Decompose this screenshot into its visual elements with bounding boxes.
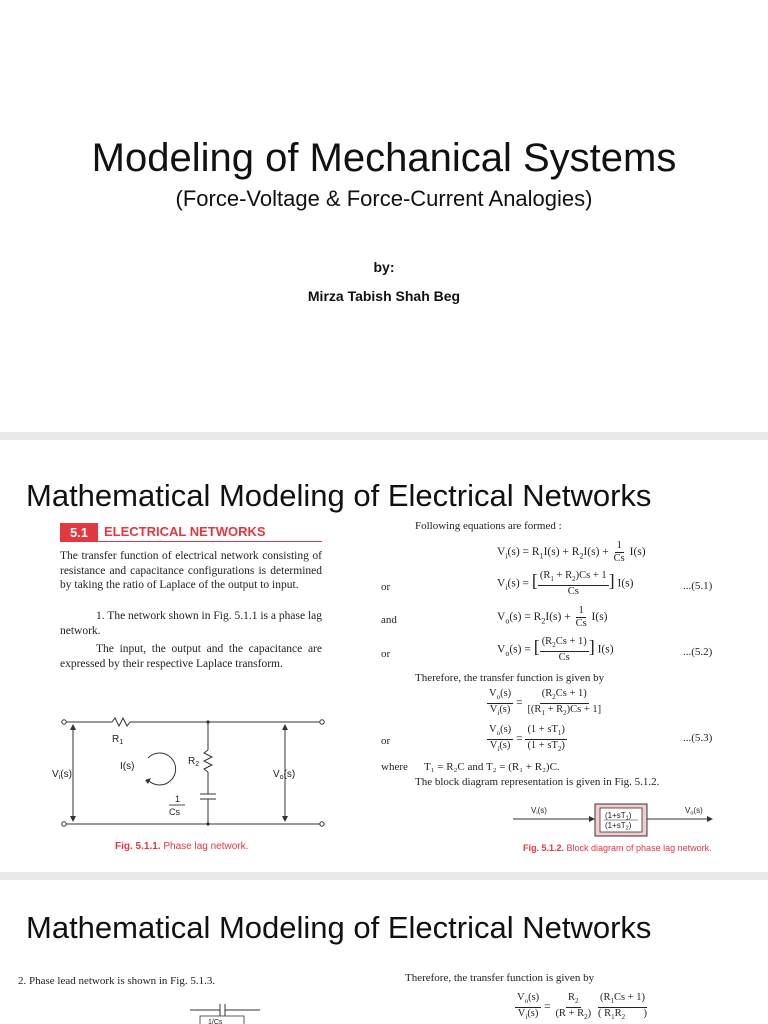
equation-vo-expanded: $V_o(s) = R_2I(s)$ + $\frac{1}{Cs}$ I(s) [497,605,608,629]
section-divider [60,541,322,542]
paragraph-phase-lag: 1. The network shown in Fig. 5.1.1 is a phase lag network. [60,610,322,637]
cap-impedance-den: Cs [169,807,180,817]
connector-or-1: or [381,581,391,593]
connector-or-2: or [381,648,391,660]
connector-and: and [381,614,397,626]
phase-lead-intro: 2. Phase lead network is shown in Fig. 5.1.3. [18,975,216,987]
eq-number-5-2: ...(5.2) [683,646,713,658]
eq-number-5-3: ...(5.3) [683,732,713,744]
block-output-label: Vo(s) [685,806,703,817]
paragraph-intro: The transfer function of electrical network consisting of resistance and capacitance configurations is determined by taking the ratio of Laplace of the output to input. [60,550,322,591]
slide-title: Mathematical Modeling of Electrical Networks [26,478,652,513]
block-denominator: (1+sT2) [605,821,632,832]
transfer-function-intro: Therefore, the transfer function is given by [415,672,605,684]
loop-current-label: I(s) [120,761,135,772]
section-number-badge: 5.1 [60,523,98,541]
equation-5-2: $V_o(s)$ = [ $\frac{(R_2Cs + 1)}{Cs}$ ] I(s) [497,636,614,664]
vout-label: $V_o(s)$ [273,769,296,781]
r1-label: $R_1$ [112,734,124,746]
time-constants-definition: T₁ = R₂C and T₂ = (R₁ + R₂)C. [424,761,560,773]
phase-lead-capacitor [190,1000,260,1024]
equation-5-3: $\frac{V_o(s)}{V_i(s)}$ = $\frac{(1 + sT_1)}{(1 + sT_2)}$ [489,724,565,754]
cap-label: 1/Cs [208,1019,223,1024]
phase-lead-transfer-equation: $\frac{V_o(s)}{V_i(s)}$ = $\frac{R_2}{(R + R_2)}$ $\frac{(R_1Cs + 1)}{( R_1R_2 )}$ [517,992,648,1022]
block-numerator: (1+sT1) [605,811,632,822]
equation-vi-expanded: $V_i(s) = R_1I(s) + R_2I(s)$ + $\frac{1}{Cs}$ I(s) [497,540,646,564]
section-title: ELECTRICAL NETWORKS [104,524,266,539]
byline-label: by: [373,259,395,275]
phase-lag-circuit-diagram [52,712,332,838]
block-diagram-intro: The block diagram representation is given in Fig. 5.1.2. [415,776,660,788]
phase-lag-block-diagram [505,800,725,840]
presentation-title: Modeling of Mechanical Systems [91,136,677,180]
r2-label: $R_2$ [188,756,200,768]
where-label: where [381,761,408,773]
connector-or-3: or [381,735,391,747]
phase-lead-slide [0,880,768,1024]
equations-intro: Following equations are formed : [415,520,562,532]
equation-5-1: $V_i(s)$ = [ $\frac{(R_1 + R_2)Cs + 1}{Cs}$ ] I(s) [497,570,634,598]
presentation-subtitle: (Force-Voltage & Force-Current Analogies) [175,186,593,211]
electrical-networks-slide [0,440,768,872]
transfer-function-intro: Therefore, the transfer function is given by [405,972,595,984]
fig-5-1-1-caption: Fig. 5.1.1. Phase lag network. [115,841,249,852]
fig-5-1-2-caption: Fig. 5.1.2. Block diagram of phase lag network. [523,843,712,853]
title-slide [0,0,768,432]
author-name: Mirza Tabish Shah Beg [307,288,461,304]
paragraph-laplace: The input, the output and the capacitance are expressed by their respective Laplace transform. [60,643,322,670]
cap-impedance-num: 1 [175,794,181,804]
slide-title: Mathematical Modeling of Electrical Networks [26,910,652,945]
eq-number-5-1: ...(5.1) [683,580,713,592]
equation-transfer-expanded: $\frac{V_o(s)}{V_i(s)}$ = $\frac{(R_2Cs + 1)}{[(R_1 + R_2)Cs + 1]}$ [489,688,602,718]
block-input-label: Vi(s) [531,806,547,817]
vin-label: $V_i(s)$ [52,769,72,781]
